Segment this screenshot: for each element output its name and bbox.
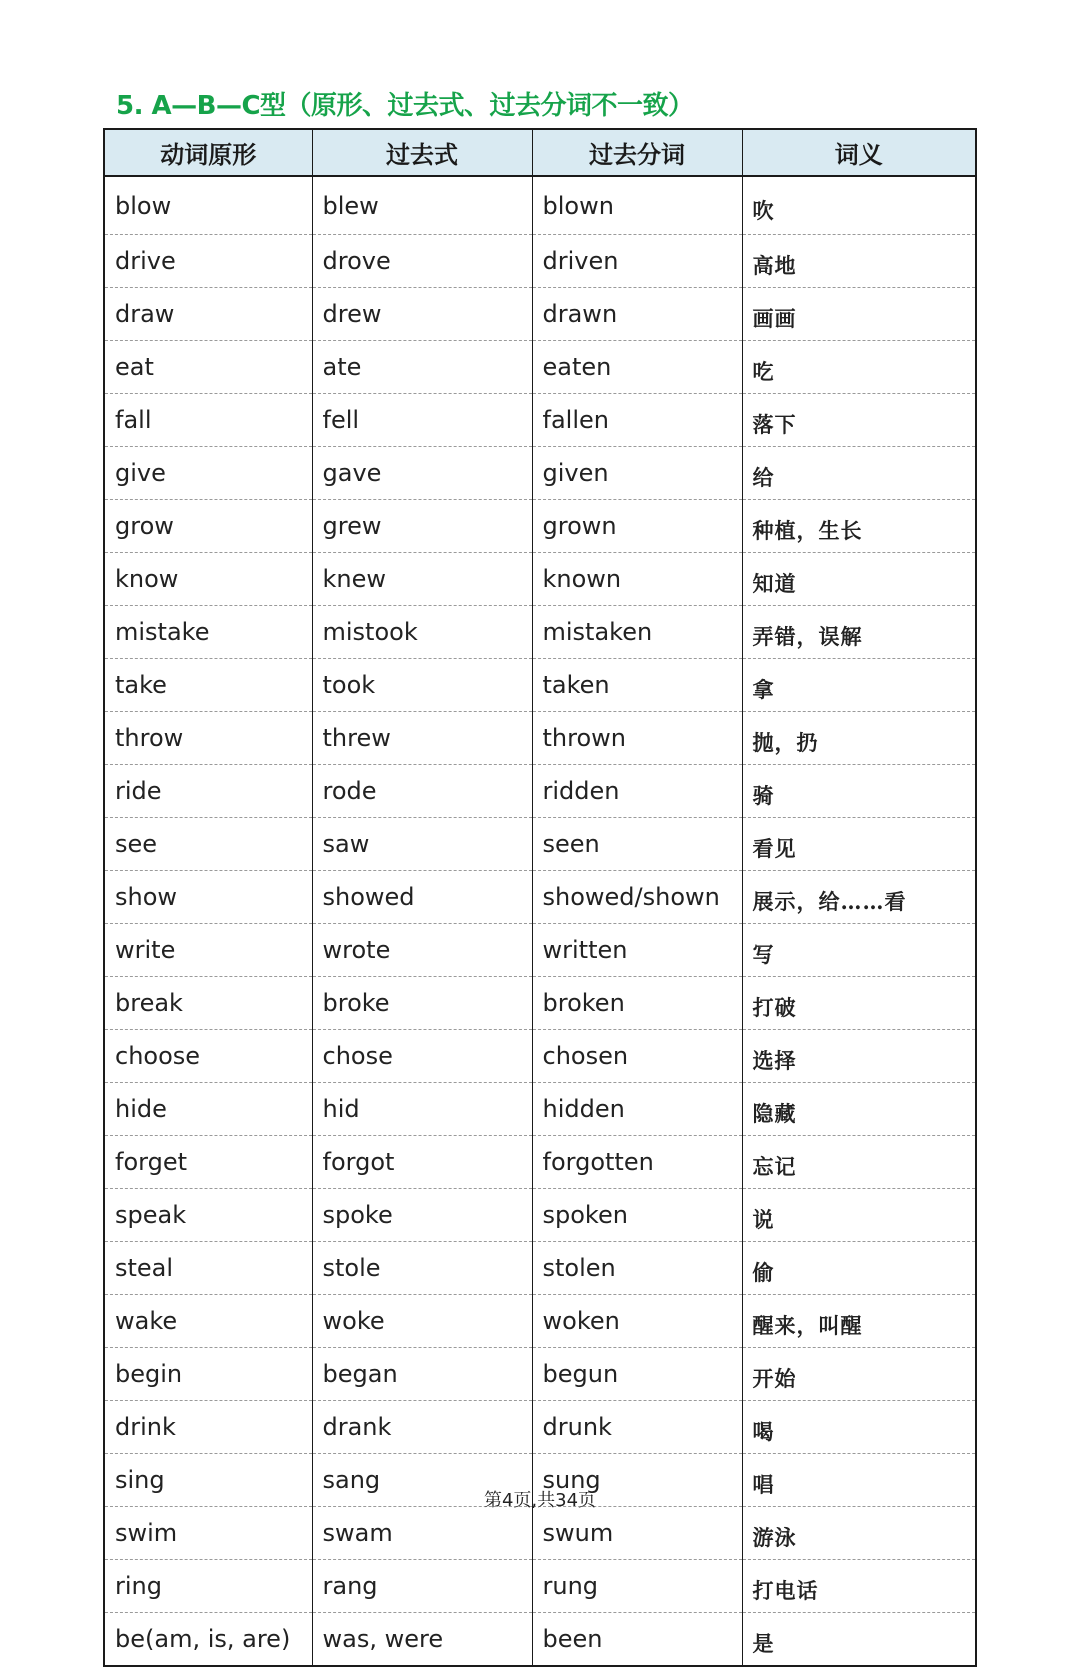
cell-meaning: 吃 [742, 341, 976, 394]
cell-past-participle: begun [532, 1348, 742, 1401]
cell-meaning: 是 [742, 1613, 976, 1667]
page-number: 第4页,共34页 [483, 1490, 597, 1511]
cell-past-participle: showed/shown [532, 871, 742, 924]
cell-past-tense: threw [312, 712, 532, 765]
cell-past-participle: grown [532, 500, 742, 553]
cell-past-tense: grew [312, 500, 532, 553]
cell-past-participle: given [532, 447, 742, 500]
table-row [104, 1136, 976, 1189]
cell-past-tense: broke [312, 977, 532, 1030]
cell-base-form: see [104, 818, 312, 871]
cell-past-participle: blown [532, 176, 742, 235]
cell-past-tense: spoke [312, 1189, 532, 1242]
cell-base-form: drive [104, 235, 312, 288]
table-row [104, 659, 976, 712]
table-row [104, 1295, 976, 1348]
cell-meaning: 说 [742, 1189, 976, 1242]
table-row [104, 235, 976, 288]
table-row [104, 1613, 976, 1667]
cell-past-participle: rung [532, 1560, 742, 1613]
cell-base-form: throw [104, 712, 312, 765]
cell-past-participle: drunk [532, 1401, 742, 1454]
cell-past-tense: forgot [312, 1136, 532, 1189]
cell-meaning: 高地 [742, 235, 976, 288]
cell-past-participle: hidden [532, 1083, 742, 1136]
table-row [104, 924, 976, 977]
cell-base-form: give [104, 447, 312, 500]
cell-meaning: 画画 [742, 288, 976, 341]
cell-past-tense: gave [312, 447, 532, 500]
cell-base-form: wake [104, 1295, 312, 1348]
cell-past-tense: sang [312, 1454, 532, 1507]
cell-past-tense: stole [312, 1242, 532, 1295]
cell-base-form: ride [104, 765, 312, 818]
table-row [104, 871, 976, 924]
cell-past-participle: known [532, 553, 742, 606]
cell-base-form: hide [104, 1083, 312, 1136]
cell-meaning: 拿 [742, 659, 976, 712]
cell-base-form: know [104, 553, 312, 606]
table-row [104, 1348, 976, 1401]
cell-meaning: 醒来，叫醒 [742, 1295, 976, 1348]
header-base-form: 动词原形 [104, 129, 312, 176]
irregular-verb-table [103, 128, 977, 1667]
table-row [104, 765, 976, 818]
table-row [104, 1030, 976, 1083]
cell-past-tense: mistook [312, 606, 532, 659]
table-row [104, 341, 976, 394]
cell-base-form: swim [104, 1507, 312, 1560]
table-body [104, 176, 976, 1666]
table-row [104, 1189, 976, 1242]
section-title: 5. A—B—C型（原形、过去式、过去分词不一致） [116, 91, 694, 121]
cell-base-form: speak [104, 1189, 312, 1242]
cell-past-participle: driven [532, 235, 742, 288]
cell-base-form: choose [104, 1030, 312, 1083]
cell-past-participle: forgotten [532, 1136, 742, 1189]
cell-past-participle: thrown [532, 712, 742, 765]
cell-past-tense: woke [312, 1295, 532, 1348]
cell-past-tense: rang [312, 1560, 532, 1613]
cell-past-tense: drank [312, 1401, 532, 1454]
cell-meaning: 开始 [742, 1348, 976, 1401]
cell-meaning: 落下 [742, 394, 976, 447]
cell-past-participle: fallen [532, 394, 742, 447]
table-row [104, 553, 976, 606]
cell-past-tense: drove [312, 235, 532, 288]
cell-past-tense: wrote [312, 924, 532, 977]
table-row [104, 712, 976, 765]
table-row [104, 818, 976, 871]
table-row [104, 1401, 976, 1454]
cell-base-form: ring [104, 1560, 312, 1613]
cell-past-tense: ate [312, 341, 532, 394]
cell-base-form: drink [104, 1401, 312, 1454]
cell-past-participle: seen [532, 818, 742, 871]
table-row [104, 176, 976, 235]
cell-base-form: mistake [104, 606, 312, 659]
table-row [104, 288, 976, 341]
cell-past-tense: drew [312, 288, 532, 341]
cell-past-participle: stolen [532, 1242, 742, 1295]
cell-base-form: draw [104, 288, 312, 341]
header-past-participle: 过去分词 [532, 129, 742, 176]
cell-base-form: blow [104, 176, 312, 235]
cell-meaning: 游泳 [742, 1507, 976, 1560]
cell-past-participle: ridden [532, 765, 742, 818]
cell-past-participle: drawn [532, 288, 742, 341]
cell-past-participle: been [532, 1613, 742, 1667]
cell-past-participle: chosen [532, 1030, 742, 1083]
cell-base-form: show [104, 871, 312, 924]
cell-meaning: 打电话 [742, 1560, 976, 1613]
table-row [104, 606, 976, 659]
table-row [104, 1507, 976, 1560]
cell-past-tense: was, were [312, 1613, 532, 1667]
cell-past-participle: sung [532, 1454, 742, 1507]
cell-base-form: be(am, is, are) [115, 1625, 291, 1653]
cell-meaning: 给 [742, 447, 976, 500]
table-row [104, 1242, 976, 1295]
cell-meaning: 种植，生长 [742, 500, 976, 553]
table-row [104, 447, 976, 500]
cell-past-tense: knew [312, 553, 532, 606]
cell-past-participle: woken [532, 1295, 742, 1348]
cell-meaning: 唱 [742, 1454, 976, 1507]
cell-base-form: take [104, 659, 312, 712]
cell-base-form: forget [104, 1136, 312, 1189]
table-row [104, 500, 976, 553]
cell-meaning: 骑 [742, 765, 976, 818]
cell-past-tense: showed [312, 871, 532, 924]
cell-meaning: 弄错，误解 [742, 606, 976, 659]
cell-past-tense: fell [312, 394, 532, 447]
cell-past-participle: swum [532, 1507, 742, 1560]
header-meaning: 词义 [742, 129, 976, 176]
cell-base-form: sing [104, 1454, 312, 1507]
cell-meaning: 偷 [742, 1242, 976, 1295]
cell-past-tense: saw [312, 818, 532, 871]
cell-base-form: begin [104, 1348, 312, 1401]
cell-base-form: write [104, 924, 312, 977]
header-past-tense: 过去式 [312, 129, 532, 176]
cell-past-participle: eaten [532, 341, 742, 394]
cell-base-form: grow [104, 500, 312, 553]
cell-meaning: 喝 [742, 1401, 976, 1454]
cell-past-tense: swam [312, 1507, 532, 1560]
cell-base-form: steal [104, 1242, 312, 1295]
cell-past-tense: began [312, 1348, 532, 1401]
cell-meaning: 展示，给……看 [742, 871, 976, 924]
cell-meaning: 吹 [742, 176, 976, 235]
cell-past-participle: broken [532, 977, 742, 1030]
table-row [104, 1560, 976, 1613]
cell-past-participle: taken [532, 659, 742, 712]
cell-meaning: 选择 [742, 1030, 976, 1083]
cell-past-tense: took [312, 659, 532, 712]
cell-base-form: break [104, 977, 312, 1030]
cell-meaning: 忘记 [742, 1136, 976, 1189]
cell-past-tense: chose [312, 1030, 532, 1083]
cell-past-participle: spoken [532, 1189, 742, 1242]
cell-past-tense: hid [312, 1083, 532, 1136]
cell-meaning: 抛，扔 [742, 712, 976, 765]
table-row [104, 977, 976, 1030]
cell-meaning: 写 [742, 924, 976, 977]
table-header-row [104, 129, 976, 176]
cell-meaning: 看见 [742, 818, 976, 871]
cell-past-participle: written [532, 924, 742, 977]
table-row [104, 394, 976, 447]
cell-meaning: 知道 [742, 553, 976, 606]
cell-past-tense: blew [312, 176, 532, 235]
cell-meaning: 隐藏 [742, 1083, 976, 1136]
cell-past-tense: rode [312, 765, 532, 818]
cell-past-participle: mistaken [532, 606, 742, 659]
cell-base-form: eat [104, 341, 312, 394]
cell-meaning: 打破 [742, 977, 976, 1030]
table-row [104, 1083, 976, 1136]
cell-base-form: fall [104, 394, 312, 447]
